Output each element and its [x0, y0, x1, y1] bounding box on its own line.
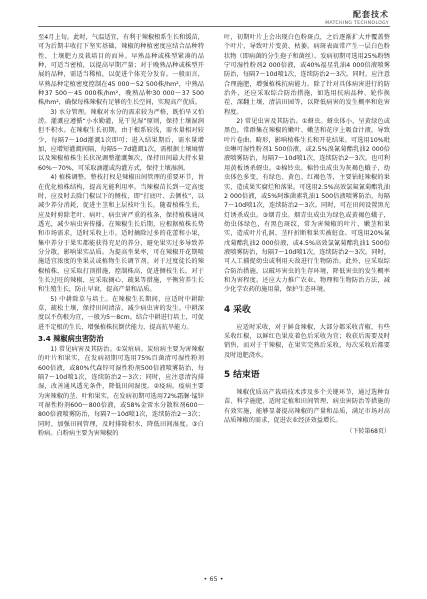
paragraph: 2) 常见虫害及其防治。①蚜虫。蚜虫体小，呈黄绿色或黑色，常群集在辣椒的嫩叶、嫩茎和花序上吸食汁液，导致叶片卷曲、畸形，影响植株生长和开花结果。可选用10%吡虫啉可湿性粉剂1 500倍液，或2.5%溴氰菊酯乳油2 000倍液喷雾防治，每隔7～10d喷1次，连续防治2～3次。也可利用黄板诱杀蚜虫。②棉铃虫。棉铃虫成虫为灰褐色蛾子，幼虫体色多变，有绿色、黄色、红褐色等，主要钻蛀辣椒的果实，造成果实腐烂和落果。可选用2.5%高效氯氟氰菊酯乳油2 000倍液，或5%阿维菌素乳油1 500倍液喷雾防治，每隔7～10d喷1次，连续防治2～3次。同时，可在田间设置黑光灯诱杀成虫。③烟青虫。烟青虫成虫为绿色或黄褐色蛾子，幼虫体绿色，有黑色斑纹，常为害辣椒的叶片、嫩茎和果实，造成叶片孔洞、茎秆折断和果实被蛀食。可选用20%氰戊菊酯乳油2 000倍液，或4.5%高效氯氰菊酯乳油1 500倍液喷雾防治，每隔7～10d喷1次，连续防治2～3次。同时，可人工捕捉幼虫或利用天敌进行生物防治。此外，应采取综合防治措施，以破坏害虫的生存环境，降低害虫的发生概率和为害程度。还应大力推广农业、物理和生物防治方法，减少化学农药的施用量，保护生态环境。: [224, 118, 390, 294]
page-number: • 65 •: [203, 575, 224, 583]
header-rule: [38, 26, 390, 27]
left-column: [38, 33, 204, 438]
paragraph: 1) 常见病害及其防治。①炭疽病。炭疽病主要为害辣椒的叶片和果实，在发病初期可选用75%百菌清可湿性粉剂600倍液，或80%代森锌可湿性粉剂500倍液喷雾防治，每隔7～10d喷1次，连续防治2～3次；同时，应注意清沟排湿，改善通风透光条件，降低田间湿度。②疫病。疫病主要为害辣椒的茎、叶和果实，在发病初期可选用72%霜脲·锰锌可湿性粉剂600～800倍液，或58%金雷水分散粒剂600～800倍液喷雾防治，每隔7～10d喷1次，连续防治2～3次；同时，加强田间管理，及时排除积水，降低田间湿度。③白粉病。白粉病主要为害辣椒的: [38, 346, 204, 438]
conclusion-paragraph: 辣椒优质高产栽培技术涉及多个关键环节，通过选种育苗、科学施肥、适时定植和田间管理、病虫害防治等措施的有效实施，能够显著提高辣椒的产量和品质，满足市场对高品质辣椒的需求，促进农业经济效益增长。: [224, 389, 390, 425]
section-heading: 3.4 辣椒病虫害防治: [38, 334, 104, 343]
harvest-paragraph: 应适时采收，对于鲜食辣椒，大部分都采收青椒，有些采收红椒，以鲜红色果皮着色后采收为宜；收获后需要及时销售，而对于干辣椒，在果实完熟后采收，每次采收后都要及时追肥浇水。: [224, 323, 390, 359]
header-title: 配套技术: [353, 10, 389, 19]
section-heading-conclusion: 5 结束语: [224, 370, 260, 380]
page-header: [325, 9, 389, 26]
paragraph: 叶，初期叶片上会出现白色粉斑点，之后逐渐扩大并覆盖整个叶片，导致叶片变黄、枯萎。病斑表面常产生一层白色粉状物（即病菌的分生孢子和菌丝）。发病初期可选用25%粉锈宁可湿性粉剂2 000倍液，或40%福星乳油4 000倍液喷雾防治，每隔7～10d喷1次，连续防治2～3次。同时，应注意合理施肥，增强植株抗病能力。除了针对具体病害进行的防治外，还应采取综合防治措施，如选用抗病品种、轮作换茬、深翻土壤、清洁田园等，以降低病害的发生概率和危害程度。: [224, 34, 390, 116]
paragraph: 5) 中耕除草与培土。在辣椒生长期间，应适时中耕除草，疏松土壤，保持田间清洁，减少病虫害的发生。中耕深度以不伤根为宜，一般为5～8cm。结合中耕进行培土，可促进不定根的生长，增强植株抗倒伏能力，提高抗旱能力。: [38, 295, 204, 331]
paragraph: 至4月上旬。此时，气温适宜，有利于辣椒根系生长和缓苗，可为后期丰收打下坚实基础，辣椒的种植密度应结合品种特性、土壤肥力及栽培目的而异。早熟品种或株型紧凑的品种，可适当密植，以提高早期产量；对于晚熟品种或株型开展的品种，需适当稀植，以促进个体充分发育。一般而言，早熟品种定植密度控制在45 000～52 500株/hm²，中熟品种37 500～45 000株/hm²，晚熟品种30 000～37 500株/hm²，确保每株辣椒有足够的生长空间，实现高产优质。: [38, 34, 204, 107]
paragraph: 4) 植株调整。整枝打杈是辣椒田间管理的重要环节，旨在优化植株结构，提高光能利用率。当辣椒苗长到一定高度时，应及时去除门椒以下的侧枝，即“打底叶、去侧枝”，以减少养分消耗，促进主茎和上层枝叶生长。随着植株生长，应及时剪除老叶、病叶、病虫害严重的枝条，保持植株通风透光，减少病虫害传播。在辣椒生长后期，应根据植株长势和市场需求，适时采收上市。适时摘除过多的花蕾和小果，集中养分于果实都能获得充足的养分，避免果实过多导致养分分散，影响果实品质。为提高坐果率，可在辣椒开花期喷施适宜浓度的坐果灵或植物生长调节剂。对于过度徒长的辣椒植株，应采取打顶措施，控制株高，促进侧枝生长。对于生长过旺的辣椒，应采取摘心、疏果等措施，平衡营养生长和生殖生长，防止早衰，提高产量和品质。: [38, 174, 204, 294]
section-heading-harvest: 4 采收: [224, 304, 251, 315]
paragraph: 3) 水分管理。辣椒对水分的需求较为严格，既怕旱又怕涝。灌溉应遵循“小水勤灌，见干见湿”原则，保持土壤湿润但不积水。在辣椒生长初期，由于根系较浅，需水量相对较少，每隔7～10d灌溉1次即可；进入结果期后，需水量增加，应增短灌溉间隔，每隔5～7d灌溉1次，需根据土壤墒情以及辣椒植株生长状况调整灌溉频次，保持田间最大持水量60%～70%，可采取滴灌或沟灌方式，保持土壤湿润。: [38, 108, 204, 172]
right-column: [224, 33, 390, 437]
continued-note: （下转第68页）: [346, 428, 390, 436]
header-subtitle: MATCHING TECHNOLOGY: [325, 21, 389, 26]
